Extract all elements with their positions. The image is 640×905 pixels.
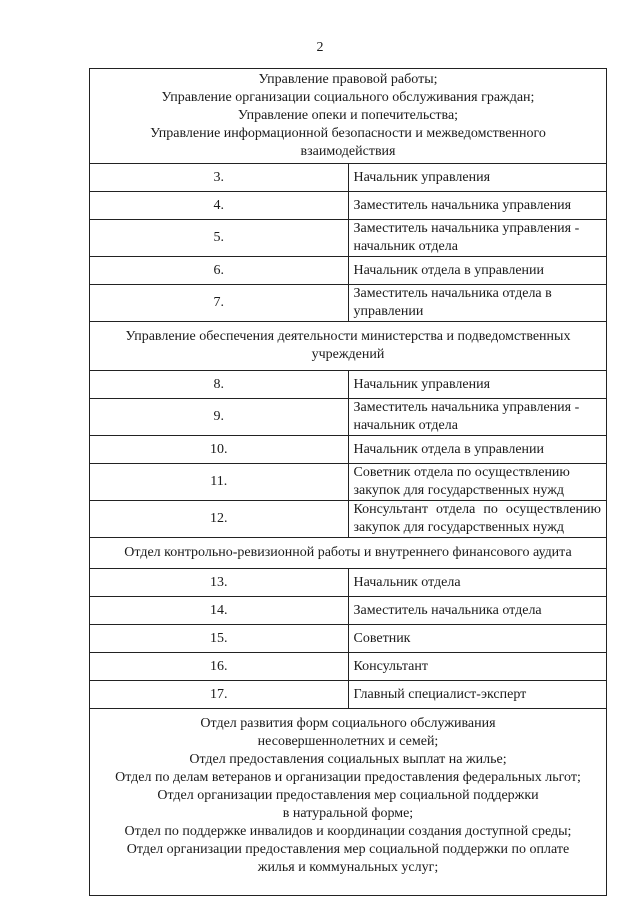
position-title: Советник (348, 625, 607, 653)
row-number: 9. (90, 399, 349, 436)
header-line: Управление информационной безопасности и межведомственного (150, 126, 546, 141)
position-title: Начальник управления (348, 371, 607, 399)
row-number: 15. (90, 625, 349, 653)
position-title: Главный специалист-эксперт (348, 681, 607, 709)
header-line: Отдел по делам ветеранов и организации предоставления федеральных льгот; (115, 770, 581, 785)
position-title: Консультант отдела по осуществлению закупок для государственных нужд (348, 501, 607, 538)
position-title: Начальник отдела (348, 569, 607, 597)
table-row (90, 501, 607, 538)
table-row (90, 653, 607, 681)
header-line: учреждений (311, 347, 385, 362)
table-row (90, 569, 607, 597)
header-line: Отдел по поддержке инвалидов и координации создания доступной среды; (124, 824, 572, 839)
position-title: Заместитель начальника управления - начальник отдела (348, 399, 607, 436)
table-row (90, 285, 607, 322)
table-row (90, 257, 607, 285)
row-number: 12. (90, 501, 349, 538)
table-row (90, 625, 607, 653)
header-line: Управление обеспечения деятельности министерства и подведомственных (125, 329, 571, 344)
table-row (90, 436, 607, 464)
table-row (90, 681, 607, 709)
row-number: 8. (90, 371, 349, 399)
table-row (90, 192, 607, 220)
position-title: Начальник отдела в управлении (348, 257, 607, 285)
position-title: Начальник отдела в управлении (348, 436, 607, 464)
header-line: в натуральной форме; (282, 806, 414, 821)
row-number: 3. (90, 164, 349, 192)
section-header (90, 709, 607, 896)
header-line: Управление организации социального обслуживания граждан; (161, 90, 535, 105)
position-title: Консультант (348, 653, 607, 681)
row-number: 13. (90, 569, 349, 597)
section-header-row (90, 538, 607, 569)
header-line: Отдел организации предоставления мер социальной поддержки по оплате (126, 842, 570, 857)
row-number: 17. (90, 681, 349, 709)
section-header (90, 538, 607, 569)
row-number: 10. (90, 436, 349, 464)
position-title: Советник отдела по осуществлению закупок для государственных нужд (348, 464, 607, 501)
position-title: Заместитель начальника управления (348, 192, 607, 220)
row-number: 5. (90, 220, 349, 257)
table-row (90, 597, 607, 625)
section-header-row (90, 322, 607, 371)
position-title: Начальник управления (348, 164, 607, 192)
header-line: Отдел контрольно-ревизионной работы и внутреннего финансового аудита (124, 545, 572, 560)
header-line: Отдел организации предоставления мер социальной поддержки (157, 788, 539, 803)
header-line: жилья и коммунальных услуг; (257, 860, 439, 875)
row-number: 6. (90, 257, 349, 285)
table-row (90, 164, 607, 192)
page-number: 2 (316, 40, 324, 55)
section-header-row (90, 709, 607, 896)
section-header (90, 69, 607, 164)
row-number: 7. (90, 285, 349, 322)
table-row (90, 371, 607, 399)
header-line: Управление правовой работы; (258, 72, 438, 87)
table-row (90, 220, 607, 257)
header-line: взаимодействия (300, 144, 396, 159)
table-row (90, 464, 607, 501)
row-number: 11. (90, 464, 349, 501)
section-header (90, 322, 607, 371)
header-line: Отдел предоставления социальных выплат на жилье; (189, 752, 507, 767)
header-line: несовершеннолетних и семей; (257, 734, 439, 749)
row-number: 4. (90, 192, 349, 220)
position-title: Заместитель начальника отдела (348, 597, 607, 625)
row-number: 14. (90, 597, 349, 625)
position-title: Заместитель начальника управления - начальник отдела (348, 220, 607, 257)
row-number: 16. (90, 653, 349, 681)
section-header-row (90, 69, 607, 164)
table-row (90, 399, 607, 436)
header-line: Управление опеки и попечительства; (237, 108, 459, 123)
header-line: Отдел развития форм социального обслуживания (200, 716, 496, 731)
positions-table (89, 68, 607, 896)
position-title: Заместитель начальника отдела в управлении (348, 285, 607, 322)
